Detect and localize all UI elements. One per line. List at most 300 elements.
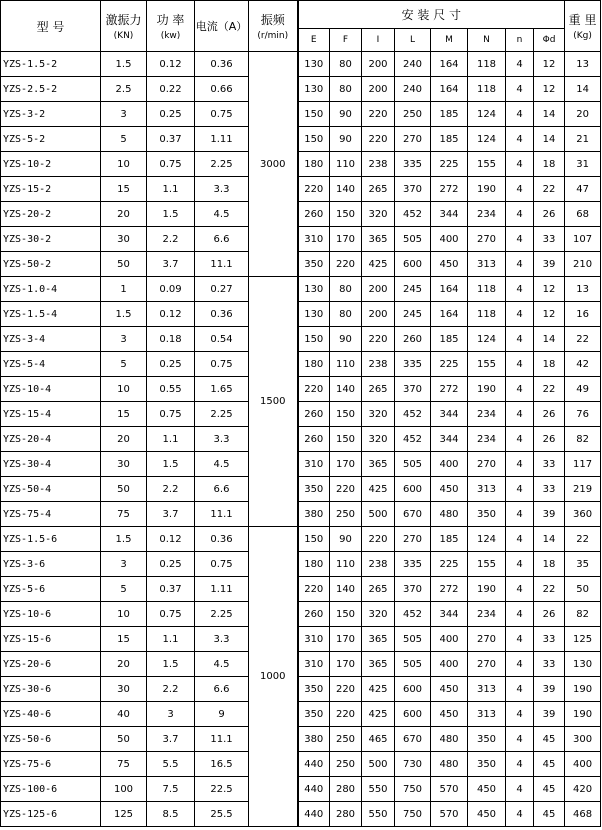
cell-dim-n-count: 4 (506, 327, 534, 352)
cell-dim-n: 155 (468, 552, 506, 577)
cell-model: YZS-20-6 (1, 652, 101, 677)
cell-weight: 82 (565, 602, 601, 627)
cell-model: YZS-10-2 (1, 152, 101, 177)
cell-force: 15 (101, 627, 147, 652)
cell-dim-l: 260 (395, 327, 431, 352)
cell-dim-m: 400 (431, 652, 468, 677)
cell-dim-e: 440 (298, 777, 330, 802)
cell-dim-f: 80 (330, 77, 362, 102)
cell-dim-e: 260 (298, 602, 330, 627)
cell-weight: 117 (565, 452, 601, 477)
cell-weight: 42 (565, 352, 601, 377)
header-model: 型 号 (1, 1, 101, 52)
cell-power: 0.12 (147, 52, 195, 77)
cell-model: YZS-2.5-2 (1, 77, 101, 102)
cell-dim-f: 280 (330, 777, 362, 802)
cell-force: 5 (101, 127, 147, 152)
cell-dim-phi-d: 45 (534, 727, 565, 752)
cell-dim-m: 185 (431, 527, 468, 552)
header-current: 电流（A） (195, 1, 249, 52)
cell-dim-f: 280 (330, 802, 362, 827)
cell-dim-n-count: 4 (506, 152, 534, 177)
header-dim-n: N (468, 29, 506, 52)
table-row (1, 627, 601, 652)
cell-dim-n-count: 4 (506, 352, 534, 377)
cell-dim-i: 220 (362, 127, 395, 152)
header-dim-m: M (431, 29, 468, 52)
cell-dim-n-count: 4 (506, 302, 534, 327)
cell-current: 0.36 (195, 52, 249, 77)
cell-power: 0.25 (147, 552, 195, 577)
cell-current: 3.3 (195, 427, 249, 452)
cell-power: 3 (147, 702, 195, 727)
table-row (1, 477, 601, 502)
cell-dim-n-count: 4 (506, 52, 534, 77)
cell-dim-m: 185 (431, 327, 468, 352)
cell-dim-i: 200 (362, 302, 395, 327)
cell-dim-n: 118 (468, 277, 506, 302)
cell-dim-n-count: 4 (506, 777, 534, 802)
cell-dim-n-count: 4 (506, 77, 534, 102)
cell-dim-l: 452 (395, 427, 431, 452)
cell-dim-l: 600 (395, 252, 431, 277)
table-row (1, 227, 601, 252)
cell-dim-e: 130 (298, 77, 330, 102)
cell-dim-m: 480 (431, 752, 468, 777)
cell-dim-phi-d: 45 (534, 777, 565, 802)
cell-dim-f: 220 (330, 702, 362, 727)
cell-weight: 47 (565, 177, 601, 202)
cell-dim-i: 550 (362, 777, 395, 802)
cell-current: 16.5 (195, 752, 249, 777)
cell-dim-phi-d: 18 (534, 352, 565, 377)
cell-model: YZS-3-2 (1, 102, 101, 127)
cell-power: 2.2 (147, 677, 195, 702)
cell-dim-m: 185 (431, 102, 468, 127)
cell-dim-phi-d: 14 (534, 127, 565, 152)
cell-dim-m: 164 (431, 277, 468, 302)
cell-force: 1.5 (101, 52, 147, 77)
cell-dim-l: 240 (395, 77, 431, 102)
cell-dim-e: 130 (298, 302, 330, 327)
cell-dim-n: 155 (468, 352, 506, 377)
cell-dim-l: 270 (395, 527, 431, 552)
cell-dim-e: 380 (298, 502, 330, 527)
cell-weight: 82 (565, 427, 601, 452)
cell-dim-e: 180 (298, 552, 330, 577)
cell-dim-n-count: 4 (506, 252, 534, 277)
cell-dim-phi-d: 12 (534, 277, 565, 302)
cell-power: 0.25 (147, 102, 195, 127)
cell-dim-l: 600 (395, 477, 431, 502)
cell-current: 2.25 (195, 602, 249, 627)
cell-dim-phi-d: 12 (534, 302, 565, 327)
cell-power: 1.5 (147, 202, 195, 227)
cell-model: YZS-10-6 (1, 602, 101, 627)
cell-model: YZS-3-6 (1, 552, 101, 577)
cell-current: 4.5 (195, 652, 249, 677)
table-row (1, 202, 601, 227)
header-dim-i: I (362, 29, 395, 52)
cell-dim-e: 350 (298, 677, 330, 702)
cell-force: 75 (101, 502, 147, 527)
cell-dim-n: 155 (468, 152, 506, 177)
cell-dim-m: 480 (431, 502, 468, 527)
table-row (1, 452, 601, 477)
cell-dim-l: 505 (395, 652, 431, 677)
cell-force: 20 (101, 427, 147, 452)
cell-weight: 68 (565, 202, 601, 227)
cell-current: 0.75 (195, 352, 249, 377)
cell-dim-n-count: 4 (506, 527, 534, 552)
table-row (1, 702, 601, 727)
cell-force: 100 (101, 777, 147, 802)
cell-force: 30 (101, 227, 147, 252)
cell-dim-n-count: 4 (506, 702, 534, 727)
cell-current: 1.11 (195, 127, 249, 152)
cell-dim-m: 225 (431, 352, 468, 377)
cell-current: 4.5 (195, 452, 249, 477)
cell-dim-m: 344 (431, 427, 468, 452)
cell-weight: 13 (565, 52, 601, 77)
cell-weight: 22 (565, 327, 601, 352)
cell-dim-f: 220 (330, 252, 362, 277)
cell-power: 0.75 (147, 402, 195, 427)
cell-power: 0.25 (147, 352, 195, 377)
cell-dim-n: 234 (468, 202, 506, 227)
cell-current: 11.1 (195, 502, 249, 527)
cell-model: YZS-50-2 (1, 252, 101, 277)
cell-dim-l: 452 (395, 602, 431, 627)
cell-dim-phi-d: 45 (534, 802, 565, 827)
cell-current: 0.27 (195, 277, 249, 302)
cell-weight: 22 (565, 527, 601, 552)
cell-dim-e: 130 (298, 52, 330, 77)
cell-force: 10 (101, 602, 147, 627)
cell-force: 2.5 (101, 77, 147, 102)
cell-force: 30 (101, 452, 147, 477)
cell-model: YZS-40-6 (1, 702, 101, 727)
cell-frequency: 1500 (249, 277, 298, 527)
cell-power: 0.22 (147, 77, 195, 102)
cell-dim-e: 260 (298, 202, 330, 227)
cell-dim-m: 164 (431, 77, 468, 102)
cell-model: YZS-100-6 (1, 777, 101, 802)
cell-current: 6.6 (195, 677, 249, 702)
cell-dim-i: 320 (362, 427, 395, 452)
cell-power: 5.5 (147, 752, 195, 777)
cell-model: YZS-1.5-2 (1, 52, 101, 77)
table-row (1, 752, 601, 777)
cell-dim-n-count: 4 (506, 552, 534, 577)
cell-dim-l: 505 (395, 627, 431, 652)
cell-dim-e: 380 (298, 727, 330, 752)
header-dim-n-count: n (506, 29, 534, 52)
cell-weight: 190 (565, 702, 601, 727)
cell-current: 3.3 (195, 177, 249, 202)
cell-dim-phi-d: 22 (534, 177, 565, 202)
cell-dim-l: 245 (395, 277, 431, 302)
cell-frequency: 3000 (249, 52, 298, 277)
cell-frequency: 1000 (249, 527, 298, 827)
cell-current: 1.65 (195, 377, 249, 402)
cell-force: 10 (101, 377, 147, 402)
cell-model: YZS-5-2 (1, 127, 101, 152)
cell-dim-n-count: 4 (506, 227, 534, 252)
table-row (1, 127, 601, 152)
cell-weight: 190 (565, 677, 601, 702)
cell-dim-f: 250 (330, 752, 362, 777)
cell-current: 0.75 (195, 102, 249, 127)
cell-current: 2.25 (195, 152, 249, 177)
table-row (1, 527, 601, 552)
cell-dim-n: 234 (468, 427, 506, 452)
cell-dim-m: 400 (431, 627, 468, 652)
cell-force: 50 (101, 477, 147, 502)
cell-dim-f: 170 (330, 652, 362, 677)
cell-dim-e: 260 (298, 402, 330, 427)
cell-weight: 360 (565, 502, 601, 527)
cell-dim-n: 234 (468, 402, 506, 427)
cell-dim-l: 600 (395, 677, 431, 702)
cell-dim-i: 238 (362, 552, 395, 577)
cell-dim-l: 240 (395, 52, 431, 77)
cell-dim-f: 90 (330, 527, 362, 552)
cell-power: 0.37 (147, 127, 195, 152)
cell-dim-n-count: 4 (506, 802, 534, 827)
cell-dim-i: 265 (362, 377, 395, 402)
cell-dim-l: 335 (395, 152, 431, 177)
header-dim-l: L (395, 29, 431, 52)
header-frequency: 振频 (r/min) (249, 1, 298, 52)
cell-dim-i: 425 (362, 702, 395, 727)
cell-dim-f: 150 (330, 602, 362, 627)
cell-dim-e: 260 (298, 427, 330, 452)
table-body (1, 52, 601, 827)
cell-dim-i: 265 (362, 577, 395, 602)
cell-dim-i: 425 (362, 477, 395, 502)
cell-dim-n: 313 (468, 677, 506, 702)
cell-dim-n-count: 4 (506, 102, 534, 127)
cell-dim-m: 272 (431, 177, 468, 202)
cell-model: YZS-15-4 (1, 402, 101, 427)
cell-dim-m: 450 (431, 252, 468, 277)
cell-power: 1.1 (147, 427, 195, 452)
cell-weight: 14 (565, 77, 601, 102)
table-header (1, 1, 601, 52)
cell-weight: 107 (565, 227, 601, 252)
cell-weight: 300 (565, 727, 601, 752)
cell-dim-i: 200 (362, 77, 395, 102)
cell-dim-i: 320 (362, 602, 395, 627)
cell-dim-l: 600 (395, 702, 431, 727)
cell-dim-l: 670 (395, 727, 431, 752)
cell-dim-n-count: 4 (506, 477, 534, 502)
cell-dim-n: 350 (468, 727, 506, 752)
cell-dim-l: 270 (395, 127, 431, 152)
cell-dim-phi-d: 39 (534, 502, 565, 527)
cell-dim-phi-d: 14 (534, 327, 565, 352)
table-row (1, 602, 601, 627)
cell-model: YZS-20-4 (1, 427, 101, 452)
cell-dim-i: 550 (362, 802, 395, 827)
cell-dim-phi-d: 12 (534, 77, 565, 102)
cell-weight: 420 (565, 777, 601, 802)
table-row (1, 802, 601, 827)
cell-weight: 16 (565, 302, 601, 327)
table-row (1, 727, 601, 752)
cell-dim-i: 220 (362, 527, 395, 552)
table-row (1, 102, 601, 127)
cell-dim-l: 245 (395, 302, 431, 327)
cell-force: 125 (101, 802, 147, 827)
cell-dim-phi-d: 26 (534, 427, 565, 452)
cell-weight: 50 (565, 577, 601, 602)
cell-dim-l: 505 (395, 227, 431, 252)
cell-dim-m: 480 (431, 727, 468, 752)
cell-dim-phi-d: 26 (534, 202, 565, 227)
cell-dim-n: 350 (468, 502, 506, 527)
cell-model: YZS-5-6 (1, 577, 101, 602)
cell-dim-m: 400 (431, 452, 468, 477)
cell-dim-e: 310 (298, 652, 330, 677)
cell-dim-n-count: 4 (506, 652, 534, 677)
header-install-dimensions: 安 装 尺 寸 (298, 1, 565, 29)
cell-dim-n: 313 (468, 252, 506, 277)
cell-dim-i: 220 (362, 327, 395, 352)
cell-dim-phi-d: 12 (534, 52, 565, 77)
cell-dim-l: 250 (395, 102, 431, 127)
cell-dim-f: 170 (330, 452, 362, 477)
cell-model: YZS-75-4 (1, 502, 101, 527)
cell-force: 30 (101, 677, 147, 702)
cell-current: 0.54 (195, 327, 249, 352)
cell-dim-i: 500 (362, 502, 395, 527)
cell-dim-i: 320 (362, 202, 395, 227)
cell-dim-n-count: 4 (506, 202, 534, 227)
cell-weight: 125 (565, 627, 601, 652)
cell-force: 50 (101, 727, 147, 752)
cell-dim-m: 450 (431, 702, 468, 727)
cell-current: 25.5 (195, 802, 249, 827)
cell-dim-n: 118 (468, 302, 506, 327)
cell-dim-i: 220 (362, 102, 395, 127)
cell-model: YZS-1.5-6 (1, 527, 101, 552)
cell-dim-f: 150 (330, 202, 362, 227)
cell-dim-f: 250 (330, 727, 362, 752)
cell-dim-i: 200 (362, 277, 395, 302)
cell-dim-f: 170 (330, 227, 362, 252)
table-row (1, 52, 601, 77)
cell-dim-e: 310 (298, 627, 330, 652)
cell-dim-i: 465 (362, 727, 395, 752)
cell-power: 1.1 (147, 627, 195, 652)
table-row (1, 402, 601, 427)
cell-weight: 468 (565, 802, 601, 827)
cell-force: 75 (101, 752, 147, 777)
header-dim-phi-d: Φd (534, 29, 565, 52)
cell-dim-l: 505 (395, 452, 431, 477)
table-row (1, 277, 601, 302)
cell-dim-n-count: 4 (506, 427, 534, 452)
cell-model: YZS-15-6 (1, 627, 101, 652)
cell-dim-n: 118 (468, 77, 506, 102)
cell-weight: 219 (565, 477, 601, 502)
cell-dim-m: 344 (431, 202, 468, 227)
cell-dim-n-count: 4 (506, 602, 534, 627)
cell-dim-phi-d: 33 (534, 452, 565, 477)
cell-force: 1 (101, 277, 147, 302)
table-row (1, 552, 601, 577)
cell-dim-n: 270 (468, 227, 506, 252)
cell-dim-n: 270 (468, 452, 506, 477)
cell-dim-n: 124 (468, 127, 506, 152)
cell-dim-i: 320 (362, 402, 395, 427)
cell-dim-phi-d: 22 (534, 377, 565, 402)
cell-dim-i: 365 (362, 452, 395, 477)
table-row (1, 252, 601, 277)
cell-weight: 400 (565, 752, 601, 777)
cell-dim-m: 570 (431, 777, 468, 802)
cell-force: 15 (101, 402, 147, 427)
cell-power: 3.7 (147, 502, 195, 527)
cell-dim-l: 335 (395, 552, 431, 577)
cell-power: 0.12 (147, 527, 195, 552)
cell-dim-n: 313 (468, 477, 506, 502)
cell-force: 20 (101, 652, 147, 677)
cell-dim-m: 164 (431, 302, 468, 327)
cell-power: 0.37 (147, 577, 195, 602)
cell-dim-f: 80 (330, 302, 362, 327)
cell-dim-n: 118 (468, 52, 506, 77)
cell-power: 0.55 (147, 377, 195, 402)
cell-dim-e: 310 (298, 452, 330, 477)
cell-current: 0.66 (195, 77, 249, 102)
cell-dim-n: 270 (468, 627, 506, 652)
cell-weight: 49 (565, 377, 601, 402)
cell-dim-n-count: 4 (506, 627, 534, 652)
cell-dim-phi-d: 33 (534, 227, 565, 252)
table-row (1, 177, 601, 202)
cell-dim-phi-d: 22 (534, 577, 565, 602)
cell-dim-f: 170 (330, 627, 362, 652)
cell-dim-n: 190 (468, 577, 506, 602)
cell-force: 1.5 (101, 302, 147, 327)
cell-power: 1.1 (147, 177, 195, 202)
cell-current: 9 (195, 702, 249, 727)
cell-dim-e: 220 (298, 177, 330, 202)
cell-force: 5 (101, 577, 147, 602)
cell-dim-m: 450 (431, 677, 468, 702)
cell-dim-e: 310 (298, 227, 330, 252)
cell-power: 3.7 (147, 252, 195, 277)
cell-model: YZS-15-2 (1, 177, 101, 202)
cell-dim-f: 110 (330, 152, 362, 177)
cell-dim-phi-d: 39 (534, 252, 565, 277)
cell-force: 40 (101, 702, 147, 727)
cell-force: 3 (101, 102, 147, 127)
cell-dim-e: 180 (298, 152, 330, 177)
table-row (1, 652, 601, 677)
cell-dim-n: 450 (468, 777, 506, 802)
cell-dim-m: 450 (431, 477, 468, 502)
cell-power: 1.5 (147, 452, 195, 477)
header-dim-f: F (330, 29, 362, 52)
cell-dim-l: 370 (395, 377, 431, 402)
cell-dim-n: 124 (468, 527, 506, 552)
cell-current: 11.1 (195, 727, 249, 752)
cell-dim-f: 80 (330, 277, 362, 302)
